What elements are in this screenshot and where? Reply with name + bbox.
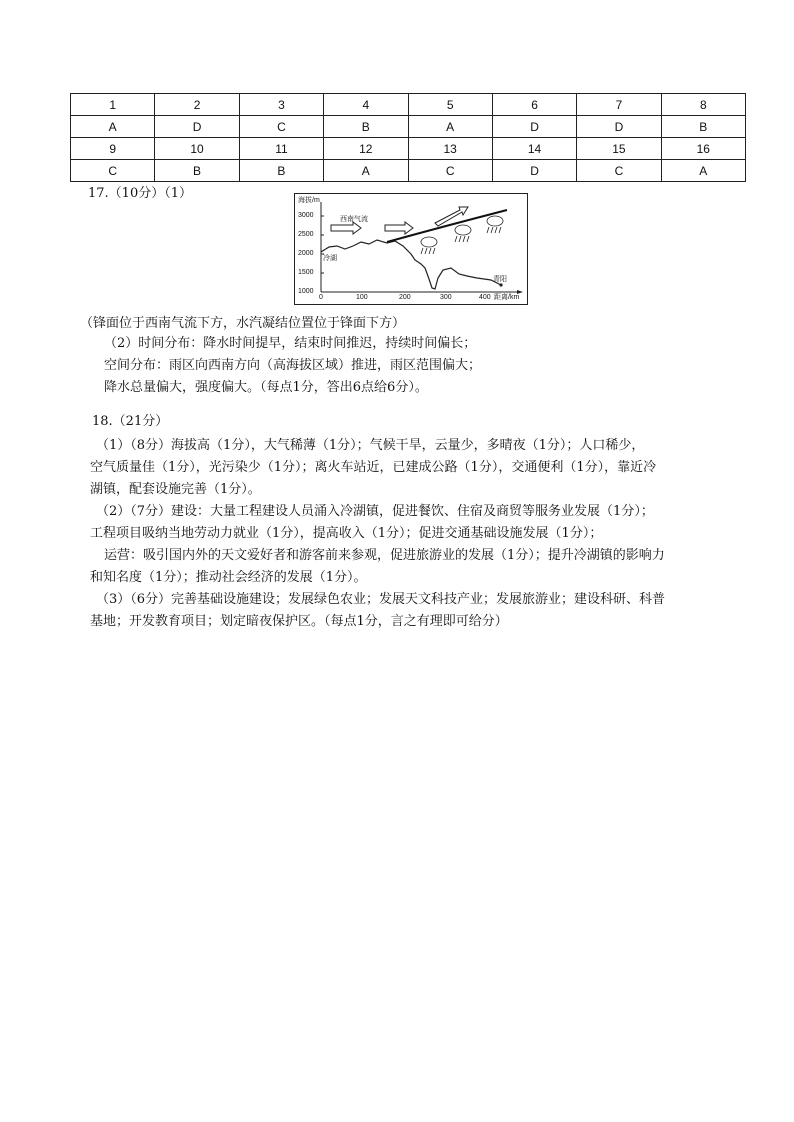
airflow-arrow-2 xyxy=(385,222,413,234)
x-tick-0: 0 xyxy=(319,294,323,301)
question-number-cell: 8 xyxy=(661,94,745,116)
q18-line2: 空气质量佳（1分），光污染少（1分）；离火车站近，已建成公路（1分），交通便利（1分），靠近冷 xyxy=(90,460,657,475)
q18-line4: （2）（7分）建设：大量工程建设人员涌入冷湖镇，促进餐饮、住宿及商贸等服务业发展（1分）； xyxy=(96,504,654,519)
question-number-cell: 11 xyxy=(239,138,323,160)
answer-cell: B xyxy=(239,160,323,182)
x-tick-200: 200 xyxy=(399,294,411,301)
question-number-cell: 2 xyxy=(155,94,239,116)
question-number-cell: 16 xyxy=(661,138,745,160)
q18-line9: 基地；开发教育项目；划定暗夜保护区。（每点1分，言之有理即可给分） xyxy=(90,614,508,629)
answer-cell: A xyxy=(71,116,155,138)
question-number-cell: 1 xyxy=(71,94,155,116)
answer-row xyxy=(71,160,746,182)
cloud-icon-3 xyxy=(487,216,503,233)
answer-cell: C xyxy=(408,160,492,182)
question-number-cell: 3 xyxy=(239,94,323,116)
point-label-lenghu: 冷湖 xyxy=(323,255,337,262)
answer-cell: D xyxy=(492,116,576,138)
x-tick-100: 100 xyxy=(356,294,368,301)
q18-line8: （3）（6分）完善基础设施建设；发展绿色农业；发展天文科技产业；发展旅游业；建设科研、科普 xyxy=(96,592,666,607)
q18-heading: 18.（21分） xyxy=(92,414,169,429)
q17-p2-line3: 降水总量偏大，强度偏大。（每点1分，答出6点给6分）。 xyxy=(104,380,428,395)
q18-line5: 工程项目吸纳当地劳动力就业（1分），提高收入（1分）；促进交通基础设施发展（1分）； xyxy=(90,526,603,541)
answer-cell: A xyxy=(661,160,745,182)
question-number-cell: 6 xyxy=(492,94,576,116)
q18-line6: 运营：吸引国内外的天文爱好者和游客前来参观，促进旅游业的发展（1分）；提升冷湖镇的影响力 xyxy=(104,548,665,563)
q18-line7: 和知名度（1分）；推动社会经济的发展（1分）。 xyxy=(90,570,367,585)
point-label-qingyang: 青阳 xyxy=(493,276,507,283)
airflow-arrow-3 xyxy=(435,207,468,226)
question-number-cell: 9 xyxy=(71,138,155,160)
question-number-cell: 13 xyxy=(408,138,492,160)
y-axis-label: 海拔/m xyxy=(298,197,320,204)
answer-cell: C xyxy=(239,116,323,138)
question-number-cell: 14 xyxy=(492,138,576,160)
x-axis-label: 距离/km xyxy=(494,294,520,301)
answer-cell: D xyxy=(577,116,661,138)
y-tick-3000: 3000 xyxy=(298,212,314,219)
cloud-icon-2 xyxy=(455,225,471,242)
answer-cell: D xyxy=(155,116,239,138)
y-tick-2500: 2500 xyxy=(298,231,314,238)
question-number-row xyxy=(71,138,746,160)
y-tick-2000: 2000 xyxy=(298,250,314,257)
answer-cell: C xyxy=(71,160,155,182)
question-number-row xyxy=(71,94,746,116)
answer-cell: B xyxy=(155,160,239,182)
answer-cell: D xyxy=(492,160,576,182)
terrain-profile-line xyxy=(321,240,501,289)
y-tick-1000: 1000 xyxy=(298,288,314,295)
q18-line1: （1）（8分）海拔高（1分），大气稀薄（1分）；气候干旱，云量少，多晴夜（1分）；人口稀少， xyxy=(96,438,645,453)
question-number-cell: 5 xyxy=(408,94,492,116)
answer-row xyxy=(71,116,746,138)
answer-cell: A xyxy=(324,160,408,182)
question-number-cell: 4 xyxy=(324,94,408,116)
q17-p2-line2: 空间分布：雨区向西南方向（高海拔区域）推进，雨区范围偏大； xyxy=(104,358,482,373)
q17-p2-line1: （2）时间分布：降水时间提早，结束时间推迟，持续时间偏长； xyxy=(104,336,477,351)
answer-cell: B xyxy=(661,116,745,138)
x-tick-400: 400 xyxy=(479,294,491,301)
profile-diagram xyxy=(295,194,527,304)
answer-cell: C xyxy=(577,160,661,182)
answer-cell: B xyxy=(324,116,408,138)
question-number-cell: 12 xyxy=(324,138,408,160)
q17-note: （锋面位于西南气流下方，水汽凝结位置位于锋面下方） xyxy=(80,316,406,331)
q18-line3: 湖镇，配套设施完善（1分）。 xyxy=(90,482,261,497)
question-number-cell: 7 xyxy=(577,94,661,116)
question-number-cell: 10 xyxy=(155,138,239,160)
question-number-cell: 15 xyxy=(577,138,661,160)
answer-cell: A xyxy=(408,116,492,138)
y-tick-1500: 1500 xyxy=(298,269,314,276)
cloud-icon-1 xyxy=(421,237,437,254)
q17-heading: 17.（10分）（1） xyxy=(88,186,192,201)
x-tick-300: 300 xyxy=(440,294,452,301)
answer-table xyxy=(70,93,746,182)
airflow-label: 西南气流 xyxy=(340,216,368,223)
q17-figure xyxy=(294,193,528,305)
